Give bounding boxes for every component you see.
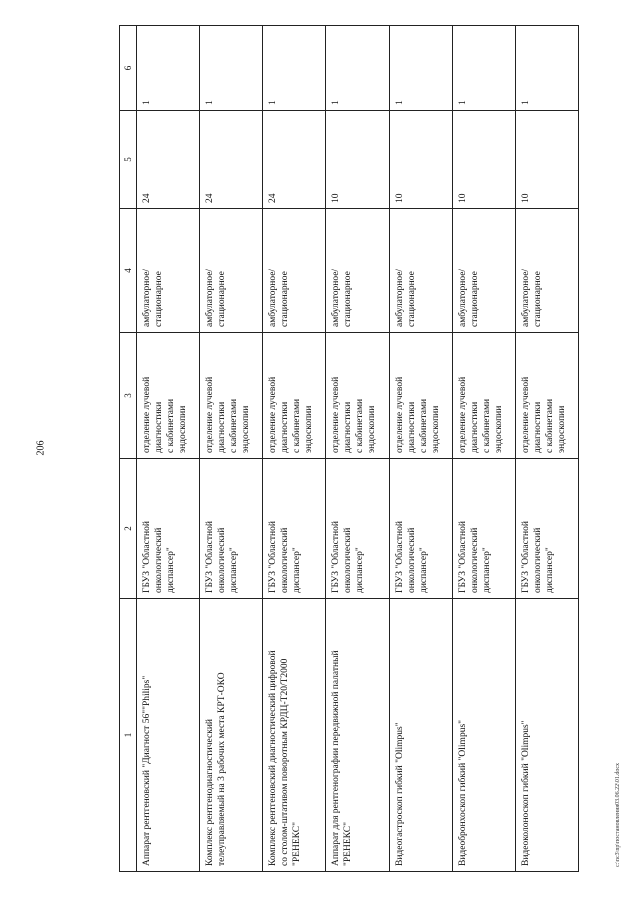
hours-cell: 24 [137,111,200,209]
equipment-name-cell: Видеоколоноскоп гибкий "Olimpus" [515,599,578,872]
organization-cell: ГБУЗ "Областной онкологический диспансер" [326,459,389,599]
page-number: 206 [35,440,47,456]
organization-cell: ГБУЗ "Областной онкологический диспансер" [452,459,515,599]
department-cell: отделение лучевой диагностики с кабинетами эндоскопии [452,333,515,459]
hours-cell: 10 [515,111,578,209]
table-row [452,26,515,872]
quantity-cell: 1 [389,26,452,111]
table-row [389,26,452,872]
care-type-cell: амбулаторное/ стационарное [326,209,389,333]
quantity-cell: 1 [452,26,515,111]
column-number-cell: 4 [120,209,137,333]
equipment-name-cell: Видеобронхоскоп гибкий "Olimpus" [452,599,515,872]
care-type-cell: амбулаторное/ стационарное [137,209,200,333]
table-row [515,26,578,872]
organization-cell: ГБУЗ "Областной онкологический диспансер" [200,459,263,599]
equipment-name-cell: Комплекс рентгеновский диагностический цифровой со столом-штативом поворотным КРДЦ-Т20/Т2000 "РЕНЕКС" [263,599,326,872]
hours-cell: 10 [389,111,452,209]
rotated-table-wrapper [119,26,579,872]
hours-cell: 24 [263,111,326,209]
care-type-cell: амбулаторное/ стационарное [515,209,578,333]
organization-cell: ГБУЗ "Областной онкологический диспансер" [263,459,326,599]
table-body [120,26,579,872]
organization-cell: ГБУЗ "Областной онкологический диспансер" [137,459,200,599]
care-type-cell: амбулаторное/ стационарное [200,209,263,333]
quantity-cell: 1 [200,26,263,111]
equipment-table [119,25,579,872]
organization-cell: ГБУЗ "Областной онкологический диспансер" [515,459,578,599]
care-type-cell: амбулаторное/ стационарное [389,209,452,333]
care-type-cell: амбулаторное/ стационарное [452,209,515,333]
column-number-cell: 6 [120,26,137,111]
department-cell: отделение лучевой диагностики с кабинетами эндоскопии [326,333,389,459]
quantity-cell: 1 [263,26,326,111]
hours-cell: 24 [200,111,263,209]
equipment-name-cell: Аппарат для рентгенографии передвижной палатный "РЕНЕКС" [326,599,389,872]
department-cell: отделение лучевой диагностики с кабинетами эндоскопии [263,333,326,459]
hours-cell: 10 [452,111,515,209]
equipment-name-cell: Видеогастроскоп гибкий "Olimpus" [389,599,452,872]
column-number-cell: 3 [120,333,137,459]
department-cell: отделение лучевой диагностики с кабинетами эндоскопии [137,333,200,459]
hours-cell: 10 [326,111,389,209]
equipment-name-cell: Аппарат рентгеновский "Диагност 56""Philips" [137,599,200,872]
column-number-cell: 5 [120,111,137,209]
file-path-footer: c:\nc3\np\постановления03.06.22\01.docx [615,762,621,868]
table-header-row [120,26,137,872]
column-number-cell: 1 [120,599,137,872]
department-cell: отделение лучевой диагностики с кабинетами эндоскопии [389,333,452,459]
quantity-cell: 1 [515,26,578,111]
care-type-cell: амбулаторное/ стационарное [263,209,326,333]
table-row [137,26,200,872]
quantity-cell: 1 [326,26,389,111]
table-row [326,26,389,872]
organization-cell: ГБУЗ "Областной онкологический диспансер" [389,459,452,599]
table-row [200,26,263,872]
equipment-name-cell: Комплекс рентгенодиагностический телеуправляемый на 3 рабочих места КРТ-ОКО [200,599,263,872]
department-cell: отделение лучевой диагностики с кабинетами эндоскопии [515,333,578,459]
column-number-cell: 2 [120,459,137,599]
table-row [263,26,326,872]
quantity-cell: 1 [137,26,200,111]
department-cell: отделение лучевой диагностики с кабинетами эндоскопии [200,333,263,459]
